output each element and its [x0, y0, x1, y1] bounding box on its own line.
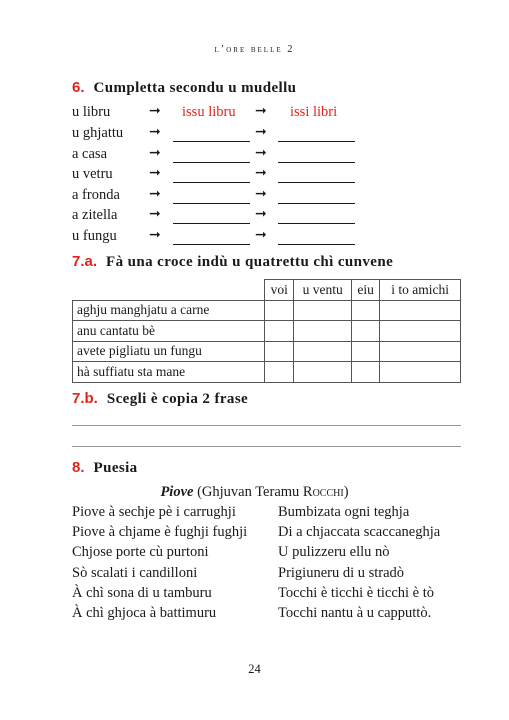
- row-label: hà suffiatu sta mane: [73, 362, 265, 383]
- arrow-icon: ➞: [255, 207, 267, 222]
- exercise-row: [72, 228, 372, 248]
- arrow-icon: ➞: [255, 227, 267, 243]
- exercise-8-heading: [72, 459, 138, 477]
- checkbox-cell[interactable]: [380, 362, 461, 383]
- row-word: u fungu: [72, 227, 117, 244]
- checkbox-cell[interactable]: [265, 341, 294, 362]
- exercise-title: Scegli è copia 2 frase: [106, 391, 249, 407]
- row-label: anu cantatu bè: [73, 321, 265, 342]
- exercise-7a-heading: [72, 253, 393, 271]
- exercise-number: 7.b.: [72, 390, 98, 407]
- poem-line-left: Piove à chjame è fughji fughji: [72, 524, 248, 541]
- checkbox-cell[interactable]: [265, 300, 294, 321]
- model-plural: issi libri: [290, 104, 338, 120]
- arrow-icon: ➞: [149, 227, 161, 243]
- plural-blank[interactable]: [278, 203, 355, 204]
- row-label: avete pigliatu un fungu: [73, 341, 265, 362]
- table-header-row: [73, 280, 461, 301]
- exercise-7b-heading: [72, 390, 248, 408]
- singular-blank[interactable]: [173, 162, 250, 163]
- poem-line-left: À chì ghjoca à battimuru: [72, 605, 217, 621]
- plural-blank[interactable]: [278, 182, 355, 183]
- exercise-row: [72, 187, 372, 207]
- exercise-row: [72, 146, 372, 166]
- checkbox-cell[interactable]: [380, 341, 461, 362]
- arrow-icon: ➞: [149, 125, 161, 140]
- arrow-icon: ➞: [255, 104, 267, 119]
- model-singular: issu libru: [182, 104, 236, 120]
- table-row: [73, 300, 461, 321]
- checkbox-cell[interactable]: [294, 300, 352, 321]
- arrow-icon: ➞: [149, 186, 161, 202]
- checkbox-cell[interactable]: [380, 321, 461, 342]
- arrow-icon: ➞: [255, 166, 267, 181]
- plural-blank[interactable]: [278, 223, 355, 224]
- poem-line-right: Di a chjaccata scaccaneghja: [278, 524, 441, 541]
- poem-line-right: Bumbizata ogni teghja: [278, 504, 410, 520]
- poem-author-prefix: (Ghjuvan Teramu: [193, 484, 303, 500]
- row-word: u ghjattu: [72, 125, 124, 141]
- running-head: l’ore belle 2: [214, 44, 295, 55]
- poem-line-left: Sò scalati i candilloni: [72, 564, 198, 581]
- page-number: 24: [248, 662, 261, 676]
- checkbox-cell[interactable]: [380, 300, 461, 321]
- row-word: u vetru: [72, 166, 113, 182]
- writing-line[interactable]: [72, 446, 461, 447]
- poem-line-left: Chjose porte cù purtoni: [72, 544, 209, 561]
- plural-blank[interactable]: [278, 162, 355, 163]
- poem-line-right: Prigiuneru di u stradò: [278, 564, 405, 581]
- arrow-icon: ➞: [255, 145, 267, 161]
- checkbox-cell[interactable]: [352, 362, 380, 383]
- arrow-icon: ➞: [149, 104, 161, 119]
- checkbox-cell[interactable]: [352, 321, 380, 342]
- model-row: [72, 104, 372, 124]
- exercise-title: Cumpletta secondu u mudellu: [93, 80, 297, 96]
- checkbox-cell[interactable]: [265, 321, 294, 342]
- row-word: a zitella: [72, 207, 118, 223]
- exercise-number: 7.a.: [72, 253, 98, 270]
- table-row: [73, 341, 461, 362]
- poem-author-name: Rocchi: [302, 484, 344, 500]
- cross-table: [72, 279, 461, 383]
- poem-line-left: À chì sona di u tamburu: [72, 584, 212, 601]
- poem-line-left: Piove à sechje pè i carrughji: [72, 504, 236, 520]
- column-header: i to amichi: [380, 280, 461, 301]
- exercise-6-heading: [72, 79, 296, 97]
- checkbox-cell[interactable]: [294, 321, 352, 342]
- checkbox-cell[interactable]: [294, 341, 352, 362]
- poem-line-right: Tocchi nantu à u capputtò.: [278, 605, 432, 621]
- arrow-icon: ➞: [149, 166, 161, 181]
- exercise-number: 6.: [72, 79, 85, 96]
- row-word: a casa: [72, 145, 108, 162]
- exercise-title: Fà una croce indù u quatrettu chì cunvene: [106, 254, 394, 270]
- exercise-row: [72, 166, 372, 186]
- arrow-icon: ➞: [255, 125, 267, 140]
- table-corner: [73, 280, 265, 301]
- plural-blank[interactable]: [278, 141, 355, 142]
- poem-name: Piove: [160, 484, 194, 500]
- checkbox-cell[interactable]: [352, 341, 380, 362]
- arrow-icon: ➞: [255, 186, 267, 202]
- singular-blank[interactable]: [173, 203, 250, 204]
- plural-blank[interactable]: [278, 244, 355, 245]
- column-header: voi: [265, 280, 294, 301]
- arrow-icon: ➞: [149, 207, 161, 222]
- table-row: [73, 321, 461, 342]
- checkbox-cell[interactable]: [294, 362, 352, 383]
- exercise-row: [72, 125, 372, 145]
- singular-blank[interactable]: [173, 182, 250, 183]
- column-header: u ventu: [294, 280, 352, 301]
- checkbox-cell[interactable]: [265, 362, 294, 383]
- column-header: eiu: [352, 280, 380, 301]
- table-row: [73, 362, 461, 383]
- exercise-row: [72, 207, 372, 227]
- singular-blank[interactable]: [173, 244, 250, 245]
- model-word: u libru: [72, 104, 111, 120]
- exercise-number: 8.: [72, 459, 85, 476]
- poem-line-right: Tocchi è ticchi è ticchi è tò: [278, 584, 434, 601]
- poem-title: [0, 484, 509, 501]
- poem-line-right: U pulizzeru ellu nò: [278, 544, 390, 561]
- singular-blank[interactable]: [173, 141, 250, 142]
- singular-blank[interactable]: [173, 223, 250, 224]
- poem-author-suffix: ): [343, 484, 349, 500]
- checkbox-cell[interactable]: [352, 300, 380, 321]
- writing-line[interactable]: [72, 425, 461, 426]
- row-label: aghju manghjatu a carne: [73, 300, 265, 321]
- arrow-icon: ➞: [149, 145, 161, 161]
- row-word: a fronda: [72, 186, 120, 203]
- exercise-title: Puesia: [93, 460, 138, 476]
